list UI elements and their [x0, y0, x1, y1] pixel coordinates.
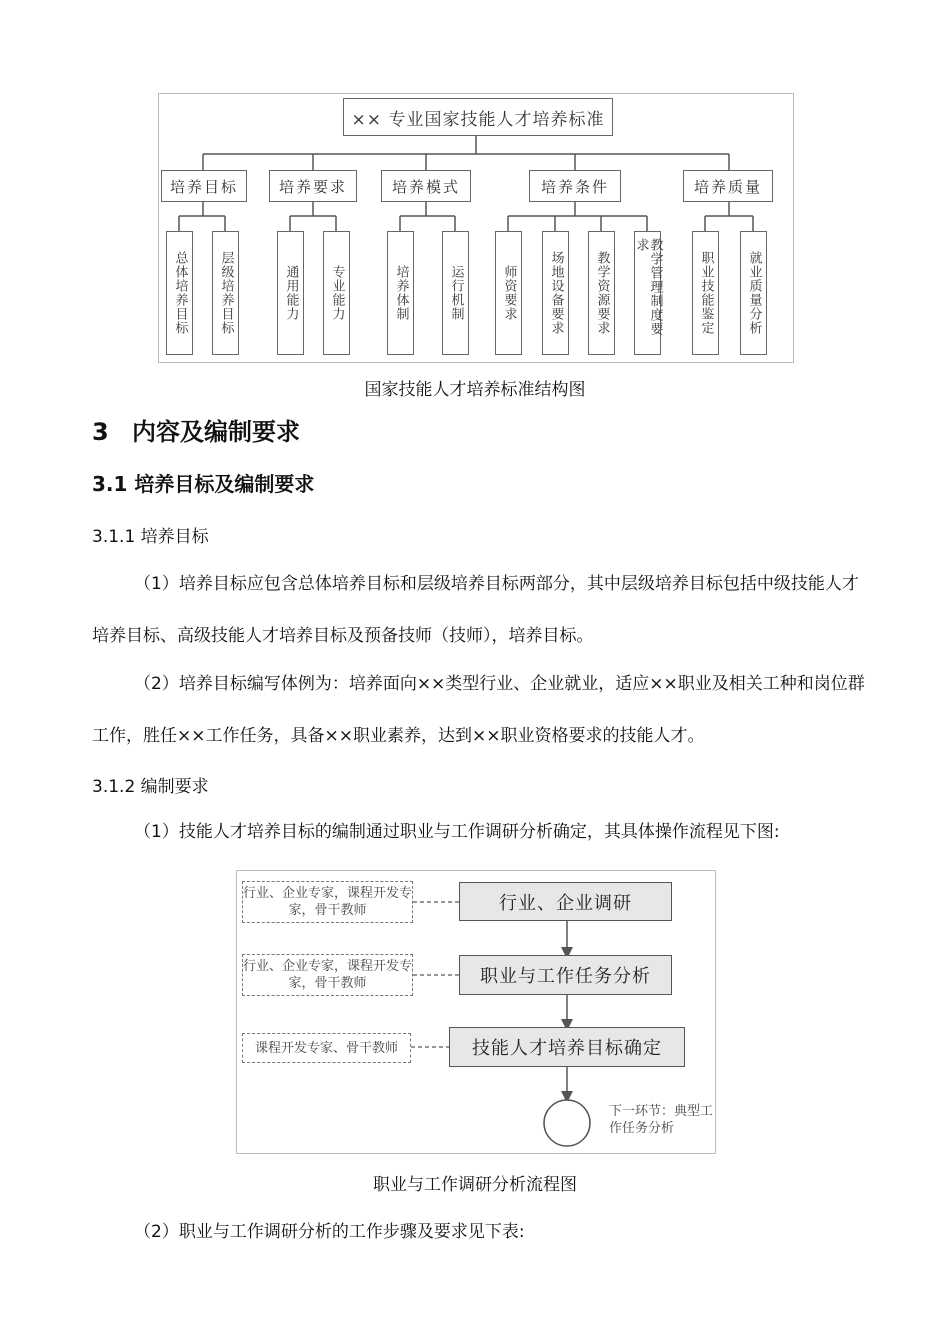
subsubsection-heading-goals: 3.1.1 培养目标	[92, 527, 209, 547]
sub-item-box: 师资要求	[495, 231, 522, 355]
sub-item-box: 就业质量分析	[740, 231, 767, 355]
sub-item-box: 教学管理制度要求	[634, 231, 661, 355]
paragraph-4: （2）职业与工作调研分析的工作步骤及要求见下表:	[134, 1222, 525, 1242]
sub-item-box: 教学资源要求	[588, 231, 615, 355]
sub-item-box: 通用能力	[277, 231, 304, 355]
flow-step-1: 行业、企业调研	[459, 882, 672, 921]
next-step-label: 下一环节：典型工作任务分析	[609, 1104, 714, 1136]
sub-item-box: 层级培养目标	[212, 231, 239, 355]
category-box-training-quality: 培养质量	[683, 170, 773, 202]
section-heading	[92, 412, 300, 447]
sub-item-box: 场地设备要求	[542, 231, 569, 355]
sub-item-box: 职业技能鉴定	[692, 231, 719, 355]
paragraph-3: （1）技能人才培养目标的编制通过职业与工作调研分析确定，其具体操作流程见下图:	[134, 822, 780, 842]
subsubsection-heading-requirements: 3.1.2 编制要求	[92, 777, 209, 797]
sub-item-box: 总体培养目标	[166, 231, 193, 355]
category-box-training-requirements: 培养要求	[269, 170, 357, 202]
figure2-caption: 职业与工作调研分析流程图	[373, 1175, 577, 1195]
category-box-training-goals: 培养目标	[161, 170, 247, 202]
sub-item-box: 培养体制	[387, 231, 414, 355]
next-step-circle	[544, 1100, 590, 1146]
chart-root-box: ×× 专业国家技能人才培养标准	[343, 98, 613, 136]
sub-item-box: 运行机制	[442, 231, 469, 355]
process-flow-figure	[236, 870, 716, 1154]
sub-item-box: 专业能力	[323, 231, 350, 355]
category-box-training-mode: 培养模式	[381, 170, 471, 202]
subsection-heading: 3.1 培养目标及编制要求	[92, 472, 315, 496]
structure-chart-figure	[158, 93, 794, 363]
flow-step-3: 技能人才培养目标确定	[449, 1027, 685, 1067]
participants-box-1: 行业、企业专家，课程开发专家，骨干教师	[242, 881, 413, 923]
section-number: 3	[92, 418, 109, 446]
flow-step-2: 职业与工作任务分析	[459, 955, 672, 995]
participants-box-2: 行业、企业专家，课程开发专家，骨干教师	[242, 954, 413, 996]
paragraph-1: （1）培养目标应包含总体培养目标和层级培养目标两部分，其中层级培养目标包括中级技能人才培养目标、高级技能人才培养目标及预备技师（技师），培养目标。	[92, 574, 859, 646]
participants-box-3: 课程开发专家、骨干教师	[242, 1033, 411, 1063]
paragraph-2: （2）培养目标编写体例为：培养面向××类型行业、企业就业，适应××职业及相关工种和岗位群工作，胜任××工作任务，具备××职业素养，达到××职业资格要求的技能人才。	[92, 674, 865, 746]
figure1-caption: 国家技能人才培养标准结构图	[364, 380, 586, 400]
section-title: 内容及编制要求	[132, 418, 300, 446]
category-box-training-conditions: 培养条件	[529, 170, 621, 202]
